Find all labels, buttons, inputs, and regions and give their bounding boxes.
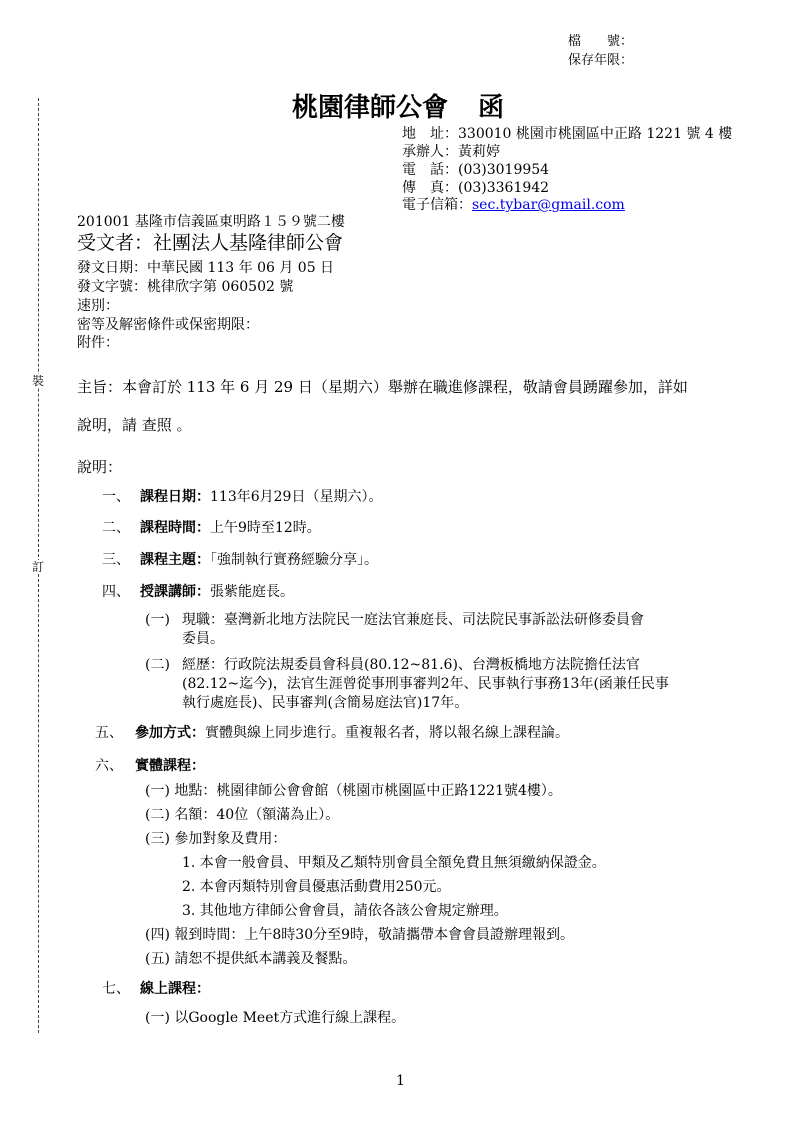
eligibility-item-3: 3. 其他地方律師公會會員，請依各該公會規定辦理。	[182, 903, 508, 919]
item-number: 七、	[102, 981, 130, 997]
item-lecturer	[102, 583, 294, 602]
item-in-person-course	[95, 757, 205, 776]
sender-fax: 傳 真：(03)3361942	[402, 180, 550, 196]
sub-item-text: 經歷：行政院法規委員會科員(80.12~81.6)、台灣板橋地方法院擔任法官	[182, 657, 640, 673]
recipient-address: 201001 基隆市信義區東明路１５９號二樓	[77, 214, 345, 230]
issue-date: 發文日期：中華民國 113 年 06 月 05 日	[77, 260, 335, 276]
item-label: 線上課程：	[140, 981, 210, 997]
email-label: 電子信箱：	[402, 197, 472, 213]
subject-line2: 說明，請 查照 。	[77, 416, 192, 434]
sender-handler: 承辦人：黃莉婷	[402, 144, 500, 160]
item-participation-method	[95, 724, 569, 743]
file-number-label: 檔 號：	[568, 34, 634, 49]
item-label: 課程時間：	[140, 520, 210, 536]
item-course-time	[102, 519, 321, 538]
item-label: 實體課程：	[135, 758, 205, 774]
explanation-label: 說明：	[77, 458, 123, 476]
sender-address: 地 址：330010 桃園市桃園區中正路 1221 號 4 樓	[402, 126, 733, 142]
sub-item-number: (二)	[145, 657, 170, 673]
sub-item-text: 現職：臺灣新北地方法院民一庭法官兼庭長、司法院民事訴訟法研修委員會	[182, 612, 644, 628]
lecturer-current-position-cont: 委員。	[182, 631, 224, 647]
in-person-checkin: (四) 報到時間：上午8時30分至9時，敬請攜帶本會會員證辦理報到。	[145, 927, 575, 943]
lecturer-experience	[145, 656, 640, 675]
item-label: 授課講師：	[140, 584, 210, 600]
item-course-topic	[102, 551, 378, 570]
retention-label: 保存年限：	[568, 53, 634, 68]
org-name: 桃園律師公會	[292, 93, 449, 123]
item-course-date	[102, 488, 382, 507]
item-online-course	[102, 980, 210, 999]
subject-line1: 主旨：本會訂於 113 年 6 月 29 日（星期六）舉辦在職進修課程，敬請會員踴躍參加，詳如	[77, 378, 688, 396]
binding-mark-zhuang: 裝	[32, 374, 45, 388]
secrecy-label: 密等及解密條件或保密期限：	[77, 317, 259, 333]
sub-item-number: (一)	[145, 612, 170, 628]
in-person-eligibility: (三) 參加對象及費用：	[145, 831, 287, 847]
lecturer-experience-cont1: (82.12~迄今)，法官生涯曾從事刑事審判2年、民事執行事務13年(函兼任民事	[182, 676, 669, 692]
online-course-method: (一) 以Google Meet方式進行線上課程。	[145, 1010, 406, 1026]
binding-mark-ding: 訂	[32, 560, 45, 574]
item-label: 課程主題：	[140, 552, 210, 568]
item-text: 113年6月29日（星期六）。	[210, 489, 383, 505]
item-text: 張紫能庭長。	[210, 584, 294, 600]
item-number: 五、	[95, 725, 123, 741]
item-label: 課程日期：	[140, 489, 210, 505]
item-number: 六、	[95, 758, 123, 774]
lecturer-experience-cont2: 執行處庭長)、民事審判(含簡易庭法官)17年。	[182, 695, 469, 711]
item-text: 實體與線上同步進行。重複報名者，將以報名線上課程論。	[205, 725, 569, 741]
lecturer-current-position	[145, 611, 644, 630]
item-text: 上午9時至12時。	[210, 520, 321, 536]
document-title	[292, 92, 504, 124]
in-person-notice: (五) 請恕不提供紙本講義及餐點。	[145, 951, 357, 967]
item-number: 二、	[102, 520, 130, 536]
issue-number: 發文字號：桃律欣字第 060502 號	[77, 279, 294, 295]
document-type: 函	[478, 93, 505, 123]
speed-label: 速別：	[77, 298, 119, 314]
item-number: 四、	[102, 584, 130, 600]
eligibility-item-2: 2. 本會丙類特別會員優惠活動費用250元。	[182, 879, 451, 895]
item-label: 參加方式：	[135, 725, 205, 741]
recipient-name: 受文者：社團法人基隆律師公會	[77, 232, 344, 254]
in-person-quota: (二) 名額：40位（額滿為止）。	[145, 807, 340, 823]
sender-email-line	[402, 196, 625, 215]
item-number: 三、	[102, 552, 130, 568]
item-number: 一、	[102, 489, 130, 505]
item-text: 「強制執行實務經驗分享」。	[210, 552, 378, 568]
in-person-location: (一) 地點：桃園律師公會會館（桃園市桃園區中正路1221號4樓）。	[145, 783, 562, 799]
email-link[interactable]: sec.tybar@gmail.com	[472, 197, 625, 213]
sender-phone: 電 話：(03)3019954	[402, 162, 550, 178]
page-number: 1	[396, 1073, 405, 1089]
attachment-label: 附件：	[77, 335, 119, 351]
eligibility-item-1: 1. 本會一般會員、甲類及乙類特別會員全額免費且無須繳納保證金。	[182, 855, 606, 871]
